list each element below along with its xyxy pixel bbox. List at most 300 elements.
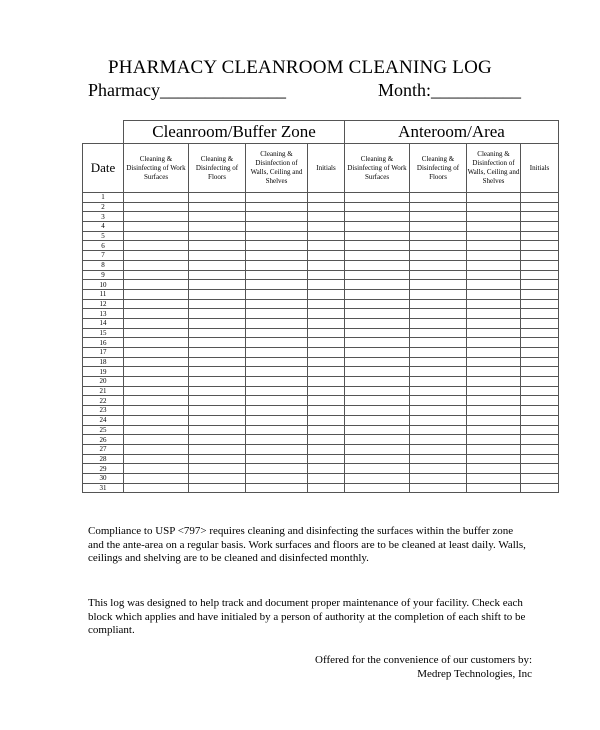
day-number: 10	[83, 280, 124, 290]
day-number: 9	[83, 270, 124, 280]
day-number: 8	[83, 260, 124, 270]
log-entry-cell[interactable]	[410, 357, 467, 367]
log-entry-cell[interactable]	[308, 473, 345, 483]
log-entry-cell[interactable]	[410, 464, 467, 474]
log-entry-cell[interactable]	[345, 338, 410, 348]
log-entry-cell[interactable]	[246, 454, 308, 464]
log-entry-cell[interactable]	[189, 415, 246, 425]
log-entry-cell[interactable]	[345, 222, 410, 232]
date-column-header: Date	[83, 144, 124, 193]
log-entry-cell[interactable]	[467, 386, 521, 396]
log-entry-cell[interactable]	[410, 299, 467, 309]
log-entry-cell[interactable]	[124, 260, 189, 270]
log-entry-cell[interactable]	[345, 425, 410, 435]
log-entry-cell[interactable]	[467, 318, 521, 328]
log-entry-cell[interactable]	[345, 454, 410, 464]
log-entry-cell[interactable]	[308, 396, 345, 406]
log-entry-cell[interactable]	[124, 483, 189, 493]
log-entry-cell[interactable]	[345, 348, 410, 358]
log-entry-cell[interactable]	[308, 309, 345, 319]
log-entry-cell[interactable]	[521, 367, 559, 377]
log-entry-cell[interactable]	[467, 464, 521, 474]
log-entry-cell[interactable]	[308, 483, 345, 493]
log-entry-cell[interactable]	[124, 377, 189, 387]
table-row	[83, 386, 559, 396]
table-row	[83, 357, 559, 367]
log-entry-cell[interactable]	[124, 415, 189, 425]
log-entry-cell[interactable]	[308, 289, 345, 299]
log-entry-cell[interactable]	[246, 435, 308, 445]
log-entry-cell[interactable]	[467, 483, 521, 493]
log-entry-cell[interactable]	[521, 415, 559, 425]
log-entry-cell[interactable]	[189, 386, 246, 396]
log-entry-cell[interactable]	[189, 483, 246, 493]
log-entry-cell[interactable]	[410, 328, 467, 338]
log-entry-cell[interactable]	[308, 415, 345, 425]
log-entry-cell[interactable]	[124, 386, 189, 396]
log-entry-cell[interactable]	[189, 231, 246, 241]
log-entry-cell[interactable]	[467, 435, 521, 445]
day-number: 20	[83, 377, 124, 387]
log-entry-cell[interactable]	[124, 435, 189, 445]
log-entry-cell[interactable]	[410, 260, 467, 270]
log-entry-cell[interactable]	[189, 260, 246, 270]
log-entry-cell[interactable]	[124, 222, 189, 232]
log-entry-cell[interactable]	[189, 338, 246, 348]
log-entry-cell[interactable]	[410, 202, 467, 212]
log-entry-cell[interactable]	[308, 435, 345, 445]
day-number: 15	[83, 328, 124, 338]
log-entry-cell[interactable]	[189, 425, 246, 435]
log-entry-cell[interactable]	[189, 299, 246, 309]
log-entry-cell[interactable]	[246, 289, 308, 299]
log-entry-cell[interactable]	[410, 415, 467, 425]
log-entry-cell[interactable]	[308, 318, 345, 328]
month-field-label: Month:__________	[378, 80, 522, 100]
log-entry-cell[interactable]	[308, 338, 345, 348]
log-entry-cell[interactable]	[189, 367, 246, 377]
log-entry-cell[interactable]	[189, 193, 246, 203]
log-entry-cell[interactable]	[308, 444, 345, 454]
table-row	[83, 318, 559, 328]
log-entry-cell[interactable]	[124, 280, 189, 290]
log-entry-cell[interactable]	[189, 357, 246, 367]
log-entry-cell[interactable]	[467, 473, 521, 483]
log-entry-cell[interactable]	[467, 357, 521, 367]
log-entry-cell[interactable]	[410, 212, 467, 222]
table-row	[83, 289, 559, 299]
log-entry-cell[interactable]	[189, 222, 246, 232]
day-number: 29	[83, 464, 124, 474]
log-entry-cell[interactable]	[410, 251, 467, 261]
log-entry-cell[interactable]	[345, 289, 410, 299]
log-entry-cell[interactable]	[410, 193, 467, 203]
log-entry-cell[interactable]	[189, 318, 246, 328]
log-entry-cell[interactable]	[124, 289, 189, 299]
log-entry-cell[interactable]	[521, 444, 559, 454]
log-entry-cell[interactable]	[246, 193, 308, 203]
log-entry-cell[interactable]	[308, 241, 345, 251]
day-number: 3	[83, 212, 124, 222]
log-entry-cell[interactable]	[467, 396, 521, 406]
log-entry-cell[interactable]	[521, 193, 559, 203]
log-entry-cell[interactable]	[124, 270, 189, 280]
log-entry-cell[interactable]	[521, 396, 559, 406]
table-row	[83, 251, 559, 261]
day-number: 27	[83, 444, 124, 454]
log-entry-cell[interactable]	[467, 202, 521, 212]
day-number: 23	[83, 406, 124, 416]
log-entry-cell[interactable]	[308, 251, 345, 261]
log-entry-cell[interactable]	[521, 357, 559, 367]
log-entry-cell[interactable]	[410, 222, 467, 232]
log-entry-cell[interactable]	[467, 222, 521, 232]
log-entry-cell[interactable]	[246, 212, 308, 222]
log-entry-cell[interactable]	[246, 222, 308, 232]
log-entry-cell[interactable]	[345, 328, 410, 338]
log-entry-cell[interactable]	[246, 473, 308, 483]
table-row	[83, 328, 559, 338]
log-entry-cell[interactable]	[124, 367, 189, 377]
log-entry-cell[interactable]	[246, 280, 308, 290]
log-entry-cell[interactable]	[189, 473, 246, 483]
table-row	[83, 202, 559, 212]
log-entry-cell[interactable]	[189, 270, 246, 280]
log-entry-cell[interactable]	[467, 454, 521, 464]
day-number: 13	[83, 309, 124, 319]
log-entry-cell[interactable]	[308, 406, 345, 416]
log-entry-cell[interactable]	[410, 396, 467, 406]
log-entry-cell[interactable]	[345, 251, 410, 261]
log-entry-cell[interactable]	[521, 280, 559, 290]
day-number: 2	[83, 202, 124, 212]
log-entry-cell[interactable]	[467, 309, 521, 319]
log-entry-cell[interactable]	[467, 367, 521, 377]
log-entry-cell[interactable]	[345, 473, 410, 483]
log-entry-cell[interactable]	[521, 386, 559, 396]
log-entry-cell[interactable]	[467, 328, 521, 338]
log-entry-cell[interactable]	[467, 212, 521, 222]
log-entry-cell[interactable]	[467, 251, 521, 261]
log-entry-cell[interactable]	[189, 212, 246, 222]
log-entry-cell[interactable]	[189, 241, 246, 251]
log-entry-cell[interactable]	[308, 386, 345, 396]
log-entry-cell[interactable]	[467, 348, 521, 358]
log-entry-cell[interactable]	[246, 377, 308, 387]
log-entry-cell[interactable]	[521, 338, 559, 348]
log-entry-cell[interactable]	[345, 386, 410, 396]
log-entry-cell[interactable]	[521, 348, 559, 358]
log-entry-cell[interactable]	[410, 338, 467, 348]
log-entry-cell[interactable]	[410, 241, 467, 251]
log-entry-cell[interactable]	[124, 212, 189, 222]
log-entry-cell[interactable]	[467, 415, 521, 425]
log-entry-cell[interactable]	[308, 454, 345, 464]
log-entry-cell[interactable]	[308, 299, 345, 309]
log-entry-cell[interactable]	[246, 367, 308, 377]
log-entry-cell[interactable]	[189, 377, 246, 387]
log-entry-cell[interactable]	[308, 328, 345, 338]
day-number: 21	[83, 386, 124, 396]
log-entry-cell[interactable]	[410, 289, 467, 299]
log-entry-cell[interactable]	[521, 299, 559, 309]
table-row	[83, 483, 559, 493]
log-entry-cell[interactable]	[345, 435, 410, 445]
log-entry-cell[interactable]	[308, 270, 345, 280]
log-entry-cell[interactable]	[345, 406, 410, 416]
log-entry-cell[interactable]	[521, 435, 559, 445]
log-entry-cell[interactable]	[467, 425, 521, 435]
log-entry-cell[interactable]	[410, 231, 467, 241]
log-entry-cell[interactable]	[246, 328, 308, 338]
day-number: 12	[83, 299, 124, 309]
table-row	[83, 396, 559, 406]
log-entry-cell[interactable]	[467, 377, 521, 387]
log-entry-cell[interactable]	[189, 280, 246, 290]
log-entry-cell[interactable]	[345, 202, 410, 212]
log-entry-cell[interactable]	[308, 222, 345, 232]
log-entry-cell[interactable]	[124, 425, 189, 435]
log-entry-cell[interactable]	[124, 338, 189, 348]
table-row	[83, 270, 559, 280]
log-entry-cell[interactable]	[189, 309, 246, 319]
log-entry-cell[interactable]	[246, 309, 308, 319]
log-entry-cell[interactable]	[308, 377, 345, 387]
log-entry-cell[interactable]	[246, 318, 308, 328]
day-number: 28	[83, 454, 124, 464]
log-entry-cell[interactable]	[467, 280, 521, 290]
log-entry-cell[interactable]	[410, 473, 467, 483]
column-header: Cleaning & Disinfecting of Work Surfaces	[124, 144, 189, 193]
log-entry-cell[interactable]	[521, 260, 559, 270]
log-entry-cell[interactable]	[345, 241, 410, 251]
log-entry-cell[interactable]	[410, 318, 467, 328]
log-entry-cell[interactable]	[467, 241, 521, 251]
log-entry-cell[interactable]	[189, 251, 246, 261]
log-entry-cell[interactable]	[521, 454, 559, 464]
log-entry-cell[interactable]	[246, 338, 308, 348]
log-entry-cell[interactable]	[308, 464, 345, 474]
log-entry-cell[interactable]	[345, 483, 410, 493]
log-entry-cell[interactable]	[410, 444, 467, 454]
log-entry-cell[interactable]	[124, 396, 189, 406]
log-entry-cell[interactable]	[345, 212, 410, 222]
log-entry-cell[interactable]	[246, 299, 308, 309]
log-entry-cell[interactable]	[410, 367, 467, 377]
log-entry-cell[interactable]	[467, 289, 521, 299]
log-entry-cell[interactable]	[521, 241, 559, 251]
log-entry-cell[interactable]	[124, 348, 189, 358]
log-entry-cell[interactable]	[521, 251, 559, 261]
compliance-note: Compliance to USP <797> requires cleaning and disinfecting the surfaces within the buffer zone and the ante-area on a regular basis. Work surfaces and floors are to be cleaned at least daily. Walls, ceilings and shelving are to be cleaned and disinfected monthly.	[88, 525, 526, 564]
log-entry-cell[interactable]	[308, 260, 345, 270]
log-entry-cell[interactable]	[410, 309, 467, 319]
log-entry-cell[interactable]	[246, 270, 308, 280]
log-entry-cell[interactable]	[308, 425, 345, 435]
log-entry-cell[interactable]	[189, 348, 246, 358]
log-entry-cell[interactable]	[345, 309, 410, 319]
column-header: Cleaning & Disinfecting of Floors	[189, 144, 246, 193]
table-row	[83, 473, 559, 483]
log-entry-cell[interactable]	[521, 473, 559, 483]
log-entry-cell[interactable]	[467, 270, 521, 280]
day-number: 6	[83, 241, 124, 251]
log-entry-cell[interactable]	[124, 473, 189, 483]
log-entry-cell[interactable]	[410, 280, 467, 290]
log-entry-cell[interactable]	[189, 202, 246, 212]
log-entry-cell[interactable]	[308, 212, 345, 222]
log-entry-cell[interactable]	[467, 231, 521, 241]
log-entry-cell[interactable]	[345, 357, 410, 367]
log-entry-cell[interactable]	[124, 318, 189, 328]
log-entry-cell[interactable]	[410, 386, 467, 396]
log-entry-cell[interactable]	[246, 386, 308, 396]
zone-header-cleanroom: Cleanroom/Buffer Zone	[124, 121, 345, 144]
log-entry-cell[interactable]	[246, 444, 308, 454]
log-entry-cell[interactable]	[467, 260, 521, 270]
log-entry-cell[interactable]	[308, 357, 345, 367]
log-entry-cell[interactable]	[410, 377, 467, 387]
log-entry-cell[interactable]	[345, 318, 410, 328]
log-entry-cell[interactable]	[521, 231, 559, 241]
log-entry-cell[interactable]	[246, 231, 308, 241]
log-entry-cell[interactable]	[521, 309, 559, 319]
log-entry-cell[interactable]	[124, 328, 189, 338]
log-entry-cell[interactable]	[467, 444, 521, 454]
log-entry-cell[interactable]	[521, 202, 559, 212]
log-entry-cell[interactable]	[467, 338, 521, 348]
table-row	[83, 222, 559, 232]
log-entry-cell[interactable]	[246, 348, 308, 358]
log-entry-cell[interactable]	[345, 415, 410, 425]
log-entry-cell[interactable]	[308, 202, 345, 212]
log-entry-cell[interactable]	[246, 241, 308, 251]
log-entry-cell[interactable]	[521, 328, 559, 338]
log-entry-cell[interactable]	[410, 435, 467, 445]
log-entry-cell[interactable]	[308, 367, 345, 377]
log-entry-cell[interactable]	[246, 202, 308, 212]
log-entry-cell[interactable]	[246, 425, 308, 435]
column-header: Cleaning & Disinfection of Walls, Ceiling and Shelves	[246, 144, 308, 193]
log-entry-cell[interactable]	[521, 406, 559, 416]
log-entry-cell[interactable]	[124, 406, 189, 416]
log-entry-cell[interactable]	[521, 212, 559, 222]
log-entry-cell[interactable]	[521, 425, 559, 435]
log-entry-cell[interactable]	[345, 377, 410, 387]
page-title: PHARMACY CLEANROOM CLEANING LOG	[108, 57, 492, 78]
day-number: 1	[83, 193, 124, 203]
log-entry-cell[interactable]	[124, 299, 189, 309]
log-entry-cell[interactable]	[345, 396, 410, 406]
log-entry-cell[interactable]	[308, 280, 345, 290]
day-number: 18	[83, 357, 124, 367]
log-entry-cell[interactable]	[410, 454, 467, 464]
log-entry-cell[interactable]	[345, 444, 410, 454]
day-number: 22	[83, 396, 124, 406]
log-entry-cell[interactable]	[189, 464, 246, 474]
log-entry-cell[interactable]	[246, 415, 308, 425]
log-entry-cell[interactable]	[521, 289, 559, 299]
log-entry-cell[interactable]	[467, 299, 521, 309]
log-entry-cell[interactable]	[345, 464, 410, 474]
log-entry-cell[interactable]	[124, 193, 189, 203]
log-entry-cell[interactable]	[189, 444, 246, 454]
log-entry-cell[interactable]	[521, 270, 559, 280]
log-entry-cell[interactable]	[521, 483, 559, 493]
log-entry-cell[interactable]	[246, 483, 308, 493]
log-entry-cell[interactable]	[345, 280, 410, 290]
table-row	[83, 280, 559, 290]
day-number: 11	[83, 289, 124, 299]
log-entry-cell[interactable]	[308, 348, 345, 358]
log-entry-cell[interactable]	[410, 483, 467, 493]
column-header-row	[83, 144, 559, 193]
log-entry-cell[interactable]	[308, 193, 345, 203]
log-entry-cell[interactable]	[345, 270, 410, 280]
log-entry-cell[interactable]	[521, 222, 559, 232]
log-entry-cell[interactable]	[345, 231, 410, 241]
log-entry-cell[interactable]	[410, 425, 467, 435]
table-row	[83, 415, 559, 425]
log-entry-cell[interactable]	[345, 367, 410, 377]
log-entry-cell[interactable]	[345, 299, 410, 309]
log-entry-cell[interactable]	[521, 377, 559, 387]
log-entry-cell[interactable]	[124, 357, 189, 367]
table-row	[83, 377, 559, 387]
pharmacy-field-label: Pharmacy______________	[88, 80, 286, 100]
log-entry-cell[interactable]	[124, 231, 189, 241]
day-number: 7	[83, 251, 124, 261]
log-entry-cell[interactable]	[189, 328, 246, 338]
log-entry-cell[interactable]	[124, 251, 189, 261]
log-entry-cell[interactable]	[308, 231, 345, 241]
log-entry-cell[interactable]	[345, 260, 410, 270]
log-entry-cell[interactable]	[189, 396, 246, 406]
log-entry-cell[interactable]	[467, 406, 521, 416]
log-entry-cell[interactable]	[246, 357, 308, 367]
day-number: 16	[83, 338, 124, 348]
log-entry-cell[interactable]	[521, 464, 559, 474]
log-entry-cell[interactable]	[467, 193, 521, 203]
log-entry-cell[interactable]	[521, 318, 559, 328]
table-row	[83, 338, 559, 348]
log-entry-cell[interactable]	[189, 435, 246, 445]
log-entry-cell[interactable]	[246, 260, 308, 270]
log-entry-cell[interactable]	[124, 202, 189, 212]
day-number: 14	[83, 318, 124, 328]
log-entry-cell[interactable]	[246, 464, 308, 474]
day-number: 4	[83, 222, 124, 232]
log-entry-cell[interactable]	[246, 396, 308, 406]
log-entry-cell[interactable]	[410, 406, 467, 416]
log-entry-cell[interactable]	[124, 464, 189, 474]
table-row	[83, 425, 559, 435]
log-entry-cell[interactable]	[410, 270, 467, 280]
log-entry-cell[interactable]	[124, 241, 189, 251]
log-entry-cell[interactable]	[345, 193, 410, 203]
log-entry-cell[interactable]	[246, 251, 308, 261]
log-entry-cell[interactable]	[124, 309, 189, 319]
log-entry-cell[interactable]	[124, 454, 189, 464]
log-entry-cell[interactable]	[189, 289, 246, 299]
log-entry-cell[interactable]	[189, 454, 246, 464]
log-entry-cell[interactable]	[410, 348, 467, 358]
day-number: 19	[83, 367, 124, 377]
log-entry-cell[interactable]	[124, 444, 189, 454]
log-entry-cell[interactable]	[189, 406, 246, 416]
log-entry-cell[interactable]	[246, 406, 308, 416]
table-row	[83, 348, 559, 358]
